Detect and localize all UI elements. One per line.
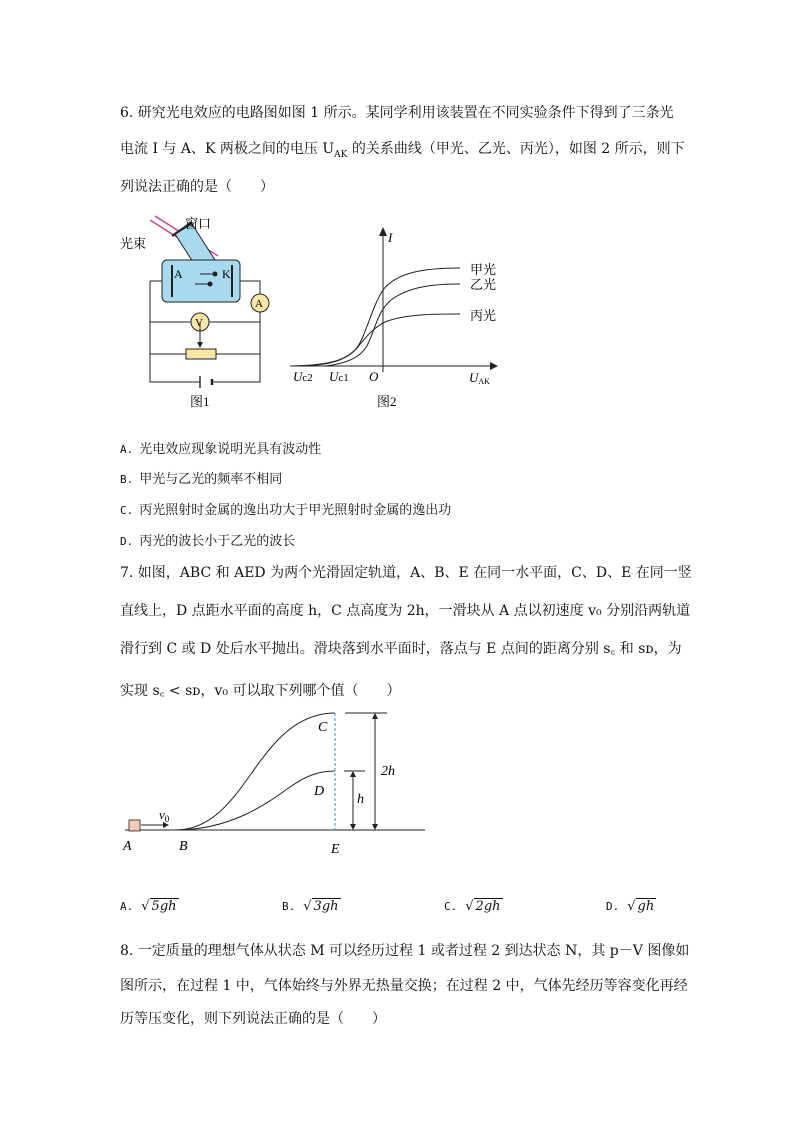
- q6-stem-line2: 电流 I 与 A、K 两极之间的电压 $U_{AK}$ 的关系曲线（甲光、乙光、丙光），如图 2 所示，则下: [120, 141, 685, 160]
- label-2h: 2h: [381, 764, 395, 779]
- q8-stem-line2: 图所示，在过程 1 中，气体始终与外界无热量交换；在过程 2 中，气体先经历等容变化再经: [120, 978, 688, 994]
- ammeter-label: A: [255, 298, 263, 310]
- label-e: E: [331, 842, 340, 857]
- q7-option-d[interactable]: D. √ gh: [606, 899, 655, 914]
- x-axis-label: UAK: [469, 370, 490, 386]
- label-k: K: [222, 267, 231, 281]
- q6-option-b[interactable]: B. 甲光与乙光的频率不相同: [120, 472, 283, 487]
- slider-block: [129, 820, 140, 831]
- uc1-label: Uc1: [329, 369, 349, 384]
- q6-option-d[interactable]: D. 丙光的波长小于乙光的波长: [120, 534, 296, 549]
- label-window: 窗口: [185, 216, 212, 231]
- q7-stem-line4: 实现 s꜀ < sᴅ，v₀ 可以取下列哪个值（ ）: [120, 683, 401, 699]
- q8-stem-line3: 历等压变化，则下列说法正确的是（ ）: [120, 1011, 386, 1027]
- q7-option-c[interactable]: C. √ 2gh: [444, 899, 501, 914]
- q6-stem-line1: 6. 研究光电效应的电路图如图 1 所示。某同学利用该装置在不同实验条件下得到了三条光: [120, 105, 674, 121]
- electron-2: [208, 282, 213, 287]
- label-h: h: [357, 792, 364, 807]
- y-axis-label: I: [388, 230, 393, 245]
- label-a: A: [174, 267, 183, 281]
- label-v0: $v_0$: [159, 807, 170, 824]
- q7-stem-line3: 滑行到 C 或 D 处后水平抛出。滑块落到水平面时，落点与 E 点间的距离分别 s꜀ 和 sᴅ，为: [120, 641, 682, 657]
- electron-1: [213, 272, 218, 277]
- rheostat: [186, 349, 216, 359]
- legend-yi: 乙光: [470, 277, 497, 292]
- track-figure: [115, 705, 435, 860]
- origin-label: O: [369, 369, 379, 384]
- q6-option-a[interactable]: A. 光电效应现象说明光具有波动性: [120, 442, 322, 457]
- q7-option-b[interactable]: B. √ 3gh: [282, 899, 339, 914]
- figure1-caption: 图1: [190, 394, 210, 409]
- circuit-figure: [120, 212, 280, 412]
- track-abc: [175, 713, 335, 830]
- slider-contact: [197, 342, 203, 348]
- q6-option-c[interactable]: C. 丙光照射时金属的逸出功大于甲光照射时金属的逸出功: [120, 503, 452, 518]
- q7-stem-line2: 直线上，D 点距水平面的高度 h，C 点高度为 2h，一滑块从 A 点以初速度 v₀ 分别沿两轨道: [120, 603, 691, 619]
- track-aed: [175, 771, 335, 830]
- curve-jia: [293, 268, 460, 366]
- q8-stem-line1: 8. 一定质量的理想气体从状态 M 可以经历过程 1 或者过程 2 到达状态 N，其 p－V 图像如: [120, 943, 690, 959]
- label-d: D: [314, 784, 325, 799]
- iv-curve-figure: [285, 222, 515, 412]
- voltmeter-label: V: [195, 317, 203, 329]
- q7-option-a[interactable]: A. √ 5gh: [120, 899, 177, 914]
- label-b: B: [179, 839, 188, 854]
- label-c: C: [318, 720, 328, 735]
- curve-yi: [325, 284, 460, 366]
- figure2-caption: 图2: [377, 394, 397, 409]
- q7-stem-line1: 7. 如图，ABC 和 AED 为两个光滑固定轨道，A、B、E 在同一水平面，C、D、E 在同一竖: [120, 565, 692, 581]
- q6-stem-line3: 列说法正确的是（ ）: [120, 179, 274, 195]
- legend-bing: 丙光: [470, 308, 497, 323]
- label-a: A: [123, 839, 132, 854]
- label-beam: 光束: [120, 236, 147, 251]
- uc2-label: Uc2: [293, 369, 313, 384]
- legend-jia: 甲光: [470, 262, 497, 277]
